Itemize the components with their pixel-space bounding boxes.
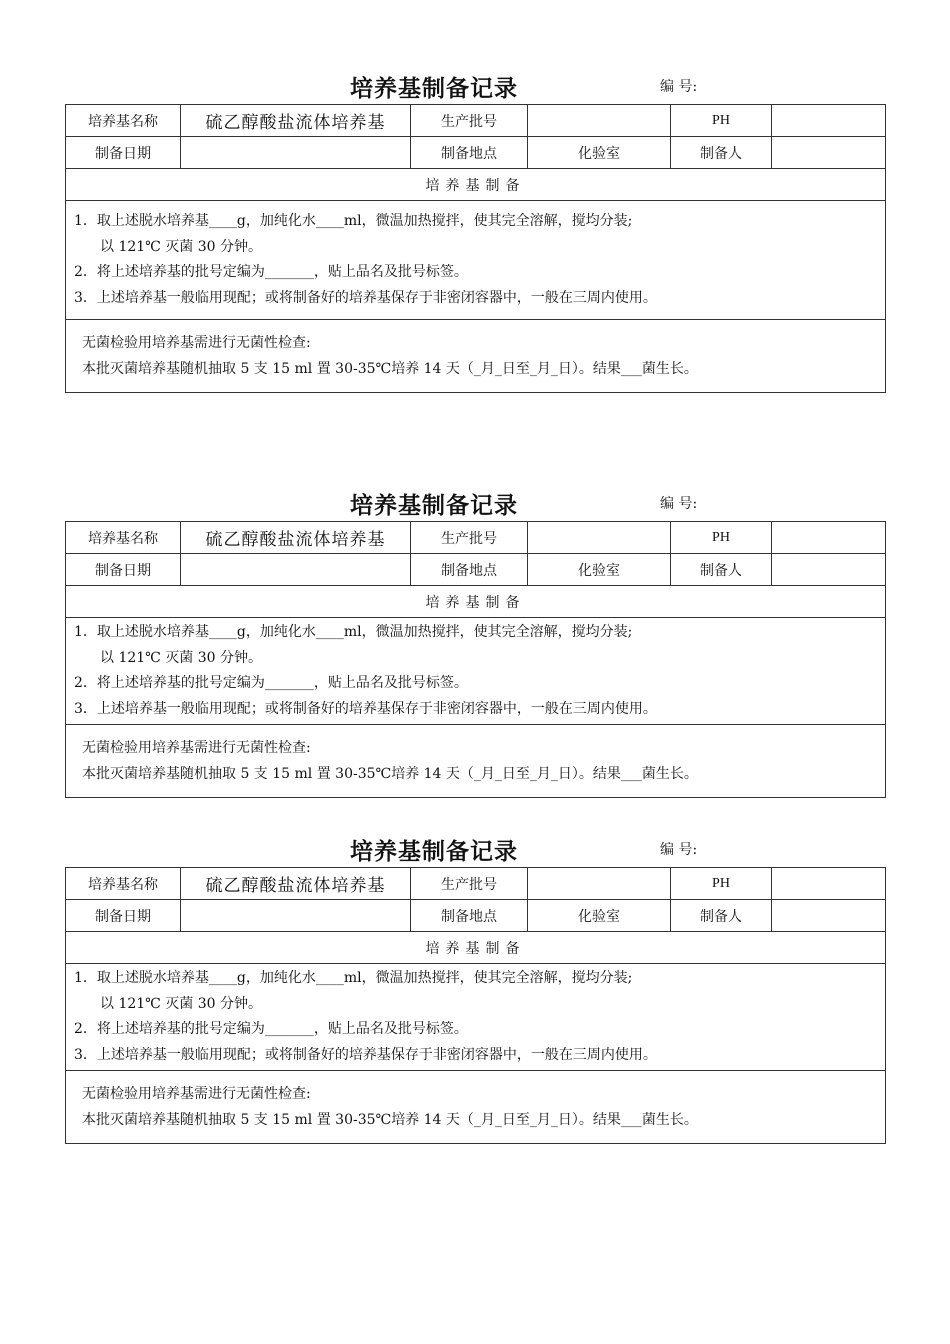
preparer-label: 制备人 (671, 900, 772, 932)
medium-name-value[interactable]: 硫乙醇酸盐流体培养基 (181, 105, 411, 137)
prep-location-label: 制备地点 (411, 900, 528, 932)
table-row (66, 320, 886, 393)
medium-name-label: 培养基名称 (66, 522, 181, 554)
prep-date-label: 制备日期 (66, 554, 181, 586)
step-3: 3．上述培养基一般临用现配；或将制备好的培养基保存于非密闭容器中，一般在三周内使用。 (74, 289, 657, 306)
prep-location-label: 制备地点 (411, 554, 528, 586)
step-2: 2．将上述培养基的批号定编为_______，贴上品名及批号标签。 (74, 675, 468, 691)
form-title: 培养基制备记录 (350, 76, 518, 102)
section-header: 培养基制备 (66, 586, 886, 618)
medium-name-label: 培养基名称 (66, 105, 181, 137)
form-title: 培养基制备记录 (350, 839, 518, 865)
prep-date-field[interactable] (181, 554, 411, 586)
medium-name-value[interactable]: 硫乙醇酸盐流体培养基 (181, 868, 411, 900)
step-1: 1．取上述脱水培养基____g，加纯化水____ml，微温加热搅拌，使其完全溶解，搅均分装; (74, 624, 633, 640)
sterility-line-1: 无菌检验用培养基需进行无菌性检查: (82, 1086, 311, 1102)
prep-date-field[interactable] (181, 137, 411, 169)
step-1-continued: 以 121℃ 灭菌 30 分钟。 (100, 649, 262, 666)
record-form-3 (65, 833, 885, 1144)
record-table (65, 867, 886, 1144)
sterility-check (66, 1071, 886, 1144)
prep-steps (66, 964, 886, 1071)
record-form-2 (65, 487, 885, 798)
table-row (66, 725, 886, 798)
form-header (65, 833, 885, 867)
step-2: 2．将上述培养基的批号定编为_______，贴上品名及批号标签。 (74, 264, 468, 280)
table-row (66, 932, 886, 964)
sterility-line-2: 本批灭菌培养基随机抽取 5 支 15 ml 置 30-35℃培养 14 天（_月_日至_月_日）。结果___菌生长。 (82, 1111, 698, 1128)
ph-field[interactable] (772, 105, 886, 137)
batch-number-label: 生产批号 (411, 105, 528, 137)
serial-number-label: 编 号: (660, 79, 698, 95)
table-row (66, 169, 886, 201)
table-row (66, 1071, 886, 1144)
step-1-continued: 以 121℃ 灭菌 30 分钟。 (100, 995, 262, 1012)
preparer-field[interactable] (772, 554, 886, 586)
record-table (65, 104, 886, 393)
step-1: 1．取上述脱水培养基____g，加纯化水____ml，微温加热搅拌，使其完全溶解，搅均分装; (74, 213, 633, 229)
form-header (65, 70, 885, 104)
table-row (66, 105, 886, 137)
sterility-line-1: 无菌检验用培养基需进行无菌性检查: (82, 335, 311, 351)
table-row (66, 964, 886, 1071)
table-row (66, 137, 886, 169)
batch-number-field[interactable] (528, 522, 671, 554)
section-header: 培养基制备 (66, 932, 886, 964)
medium-name-label: 培养基名称 (66, 868, 181, 900)
preparer-label: 制备人 (671, 554, 772, 586)
sterility-line-1: 无菌检验用培养基需进行无菌性检查: (82, 740, 311, 756)
form-title: 培养基制备记录 (350, 493, 518, 519)
prep-date-label: 制备日期 (66, 900, 181, 932)
step-1: 1．取上述脱水培养基____g，加纯化水____ml，微温加热搅拌，使其完全溶解，搅均分装; (74, 970, 633, 986)
table-row (66, 201, 886, 320)
sterility-line-2: 本批灭菌培养基随机抽取 5 支 15 ml 置 30-35℃培养 14 天（_月_日至_月_日）。结果___菌生长。 (82, 360, 698, 377)
prep-steps (66, 201, 886, 320)
section-header: 培养基制备 (66, 169, 886, 201)
step-2: 2．将上述培养基的批号定编为_______，贴上品名及批号标签。 (74, 1021, 468, 1037)
prep-date-field[interactable] (181, 900, 411, 932)
table-row (66, 900, 886, 932)
medium-name-value[interactable]: 硫乙醇酸盐流体培养基 (181, 522, 411, 554)
step-3: 3．上述培养基一般临用现配；或将制备好的培养基保存于非密闭容器中，一般在三周内使用。 (74, 700, 657, 717)
prep-location-value[interactable]: 化验室 (528, 137, 671, 169)
ph-label: PH (671, 105, 772, 137)
table-row (66, 586, 886, 618)
ph-label: PH (671, 522, 772, 554)
prep-location-value[interactable]: 化验室 (528, 554, 671, 586)
step-1-continued: 以 121℃ 灭菌 30 分钟。 (100, 238, 262, 255)
prep-steps (66, 618, 886, 725)
sterility-check (66, 320, 886, 393)
table-row (66, 868, 886, 900)
record-table (65, 521, 886, 798)
serial-number-label: 编 号: (660, 842, 698, 858)
batch-number-field[interactable] (528, 105, 671, 137)
sterility-check (66, 725, 886, 798)
form-header (65, 487, 885, 521)
record-form-1 (65, 70, 885, 393)
ph-field[interactable] (772, 868, 886, 900)
ph-label: PH (671, 868, 772, 900)
step-3: 3．上述培养基一般临用现配；或将制备好的培养基保存于非密闭容器中，一般在三周内使用。 (74, 1046, 657, 1063)
batch-number-label: 生产批号 (411, 522, 528, 554)
prep-location-label: 制备地点 (411, 137, 528, 169)
preparer-field[interactable] (772, 137, 886, 169)
preparer-label: 制备人 (671, 137, 772, 169)
prep-location-value[interactable]: 化验室 (528, 900, 671, 932)
batch-number-label: 生产批号 (411, 868, 528, 900)
table-row (66, 554, 886, 586)
sterility-line-2: 本批灭菌培养基随机抽取 5 支 15 ml 置 30-35℃培养 14 天（_月_日至_月_日）。结果___菌生长。 (82, 765, 698, 782)
table-row (66, 522, 886, 554)
serial-number-label: 编 号: (660, 496, 698, 512)
prep-date-label: 制备日期 (66, 137, 181, 169)
ph-field[interactable] (772, 522, 886, 554)
table-row (66, 618, 886, 725)
preparer-field[interactable] (772, 900, 886, 932)
batch-number-field[interactable] (528, 868, 671, 900)
